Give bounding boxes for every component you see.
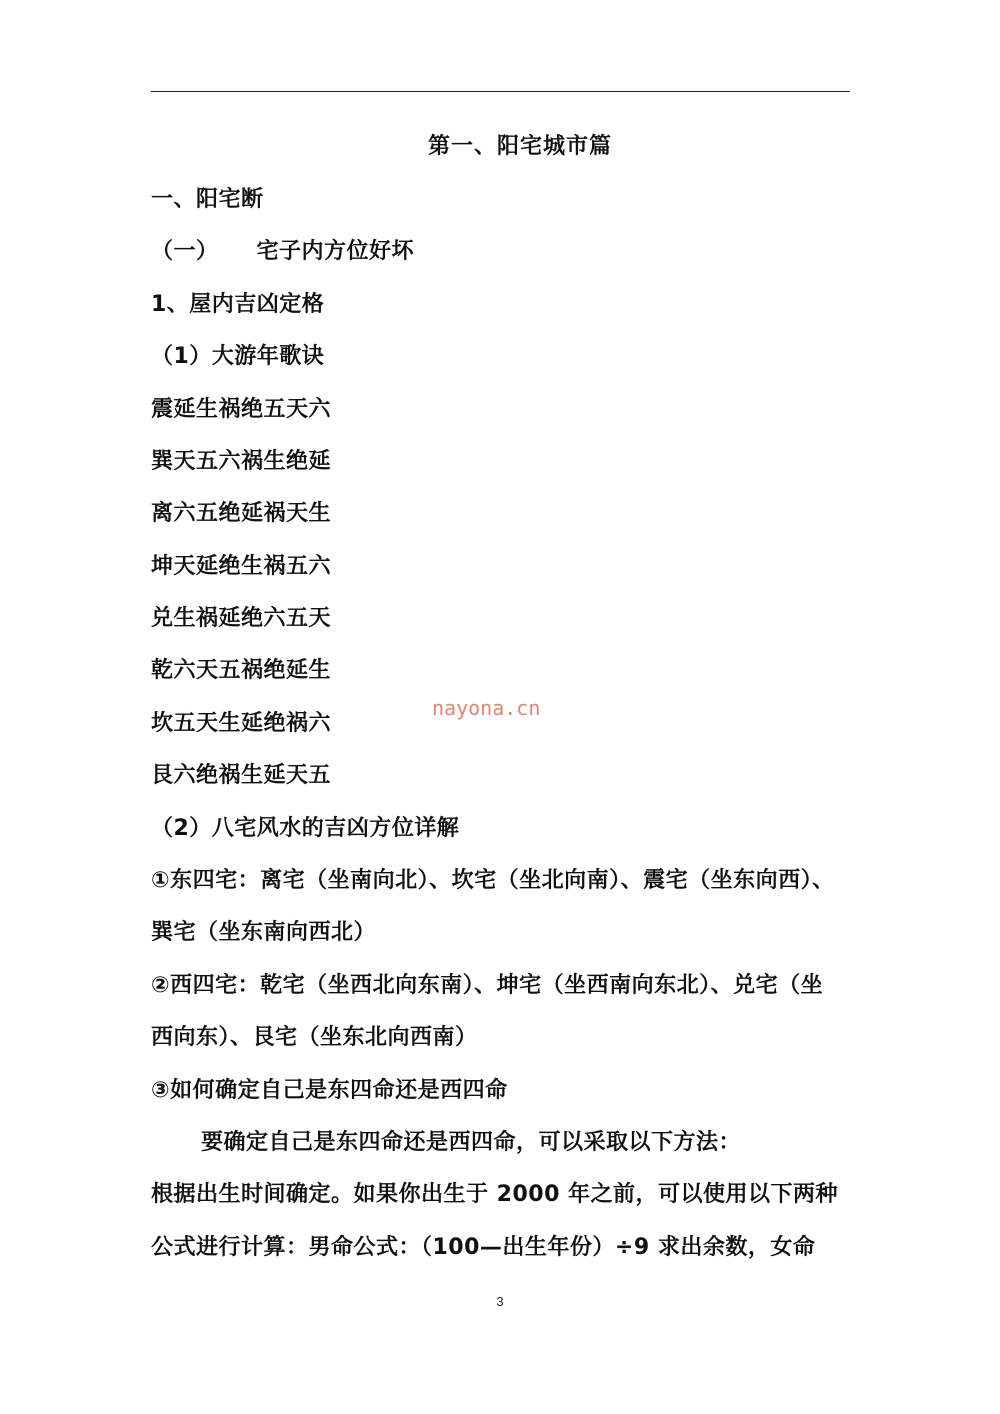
chapter-title: 第一、阳宅城市篇 — [427, 134, 612, 159]
subitem-heading-1: （1）大游年歌诀 — [151, 344, 325, 369]
subsection-title: 宅子内方位好坏 — [256, 239, 415, 264]
header-rule — [151, 91, 850, 92]
verse-line: 巽天五六祸生绝延 — [151, 449, 332, 474]
east-four-houses-line: 巽宅（坐东南向西北） — [151, 920, 377, 945]
subsection-heading — [151, 237, 414, 267]
verse-line: 坤天延绝生祸五六 — [151, 554, 332, 579]
paragraph-line: 公式进行计算：男命公式：（100—出生年份）÷9 求出余数，女命 — [151, 1235, 816, 1260]
east-four-houses-line: ①东四宅：离宅（坐南向北）、坎宅（坐北向南）、震宅（坐东向西）、 — [151, 868, 835, 893]
section-heading: 一、阳宅断 — [151, 187, 264, 212]
paragraph-line: 根据出生时间确定。如果你出生于 2000 年之前，可以使用以下两种 — [151, 1182, 839, 1207]
subsection-number: （一） — [151, 239, 219, 264]
item-heading: 1、屋内吉凶定格 — [151, 292, 325, 317]
subitem-heading-2: （2）八宅风水的吉凶方位详解 — [151, 816, 460, 841]
watermark: nayona.cn — [432, 696, 541, 720]
verse-line: 坎五天生延绝祸六 — [151, 711, 332, 736]
verse-line: 震延生祸绝五天六 — [151, 397, 332, 422]
west-four-houses-line: ②西四宅：乾宅（坐西北向东南）、坤宅（坐西南向东北）、兑宅（坐 — [151, 973, 824, 998]
page-number: 3 — [496, 1294, 504, 1309]
verse-line: 艮六绝祸生延天五 — [151, 763, 332, 788]
west-four-houses-line: 西向东）、艮宅（坐东北向西南） — [151, 1025, 478, 1050]
verse-line: 离六五绝延祸天生 — [151, 501, 332, 526]
how-to-determine-heading: ③如何确定自己是东四命还是西四命 — [151, 1078, 508, 1103]
verse-line: 兑生祸延绝六五天 — [151, 606, 332, 631]
verse-line: 乾六天五祸绝延生 — [151, 658, 332, 683]
paragraph-line: 要确定自己是东四命还是西四命，可以采取以下方法： — [201, 1130, 742, 1155]
